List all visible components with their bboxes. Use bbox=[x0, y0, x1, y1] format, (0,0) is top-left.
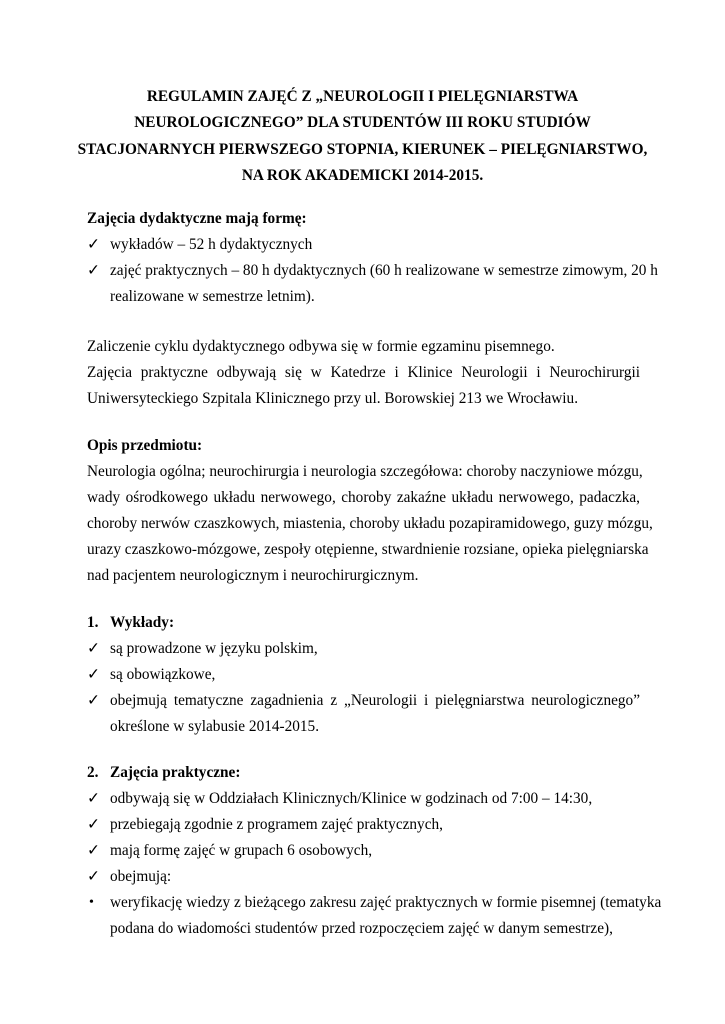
bullet-icon: • bbox=[89, 895, 94, 910]
list-item-text: obejmują tematyczne zagadnienia z „Neurologii i pielęgniarstwa neurologicznego” bbox=[110, 692, 640, 709]
checkmark-icon: ✓ bbox=[87, 666, 100, 683]
subject-text: urazy czaszkowo-mózgowe, zespoły otępienne, stwardnienie rozsiane, opieka pielęgniarska bbox=[87, 541, 649, 558]
subject-text: choroby nerwów czaszkowych, miastenia, choroby układu pozapiramidowego, guzy mózgu, bbox=[87, 515, 653, 532]
list-item-text: obejmują: bbox=[110, 868, 172, 885]
subject-text: nad pacjentem neurologicznym i neurochirurgicznym. bbox=[87, 567, 419, 584]
section-number: 1. bbox=[87, 614, 99, 631]
list-item-text: są prowadzone w języku polskim, bbox=[110, 640, 318, 657]
subject-heading: Opis przedmiotu: bbox=[87, 437, 203, 454]
list-item-text: wykładów – 52 h dydaktycznych bbox=[110, 236, 313, 253]
list-item-text: mają formę zajęć w grupach 6 osobowych, bbox=[110, 842, 373, 859]
list-item-text: przebiegają zgodnie z programem zajęć praktycznych, bbox=[110, 816, 443, 833]
list-item-text: zajęć praktycznych – 80 h dydaktycznych (60 h realizowane w semestrze zimowym, 20 h bbox=[110, 262, 658, 279]
subject-section bbox=[87, 433, 653, 589]
checkmark-icon: ✓ bbox=[87, 262, 100, 279]
exam-text: Uniwersyteckiego Szpitala Klinicznego przy ul. Borowskiej 213 we Wrocławiu. bbox=[87, 390, 579, 407]
checkmark-icon: ✓ bbox=[87, 236, 100, 253]
page-title bbox=[60, 84, 665, 189]
list-item bbox=[87, 812, 640, 838]
exam-text: Zajęcia praktyczne odbywają się w Katedrze i Klinice Neurologii i Neurochirurgii bbox=[87, 364, 640, 381]
checkmark-icon: ✓ bbox=[87, 868, 100, 885]
list-item-text: podana do wiadomości studentów przed rozpoczęciem zajęć w danym semestrze), bbox=[110, 920, 613, 937]
checkmark-icon: ✓ bbox=[87, 692, 100, 709]
list-item bbox=[87, 786, 640, 812]
checkmark-icon: ✓ bbox=[87, 640, 100, 657]
list-item bbox=[87, 864, 640, 890]
section-number: 2. bbox=[87, 764, 99, 781]
list-item bbox=[87, 232, 640, 258]
forms-heading: Zajęcia dydaktyczne mają formę: bbox=[87, 210, 307, 227]
list-item bbox=[87, 662, 640, 688]
list-item bbox=[87, 688, 640, 740]
lectures-heading bbox=[87, 610, 640, 636]
exam-section bbox=[87, 334, 640, 412]
title-line: NEUROLOGICZNEGO” DLA STUDENTÓW III ROKU STUDIÓW bbox=[134, 114, 591, 132]
checkmark-icon: ✓ bbox=[87, 842, 100, 859]
section-title: Wykłady: bbox=[110, 614, 175, 631]
list-item-text: określone w sylabusie 2014-2015. bbox=[110, 718, 320, 735]
list-item-text: są obowiązkowe, bbox=[110, 666, 216, 683]
list-item bbox=[87, 258, 658, 310]
practical-section bbox=[87, 760, 662, 942]
subject-text: wady ośrodkowego układu nerwowego, choroby zakaźne układu nerwowego, padaczka, bbox=[87, 489, 640, 506]
list-item-text: weryfikację wiedzy z bieżącego zakresu zajęć praktycznych w formie pisemnej (tematyka bbox=[110, 894, 662, 911]
list-item bbox=[87, 890, 662, 942]
section-title: Zajęcia praktyczne: bbox=[110, 764, 241, 781]
lectures-section bbox=[87, 610, 640, 740]
title-line: REGULAMIN ZAJĘĆ Z „NEUROLOGII I PIELĘGNIARSTWA bbox=[146, 88, 579, 105]
exam-text: Zaliczenie cyklu dydaktycznego odbywa się w formie egzaminu pisemnego. bbox=[87, 338, 555, 355]
list-item-text: odbywają się w Oddziałach Klinicznych/Klinice w godzinach od 7:00 – 14:30, bbox=[110, 790, 593, 807]
practical-heading bbox=[87, 760, 640, 786]
list-item bbox=[87, 636, 640, 662]
checkmark-icon: ✓ bbox=[87, 790, 100, 807]
checkmark-icon: ✓ bbox=[87, 816, 100, 833]
subject-text: Neurologia ogólna; neurochirurgia i neurologia szczegółowa: choroby naczyniowe mózgu, bbox=[87, 463, 643, 480]
list-item bbox=[87, 838, 640, 864]
title-line: STACJONARNYCH PIERWSZEGO STOPNIA, KIERUNEK – PIELĘGNIARSTWO, bbox=[77, 140, 648, 158]
forms-section bbox=[87, 206, 658, 310]
title-line: NA ROK AKADEMICKI 2014-2015. bbox=[241, 166, 484, 184]
list-item-text: realizowane w semestrze letnim). bbox=[110, 288, 315, 305]
